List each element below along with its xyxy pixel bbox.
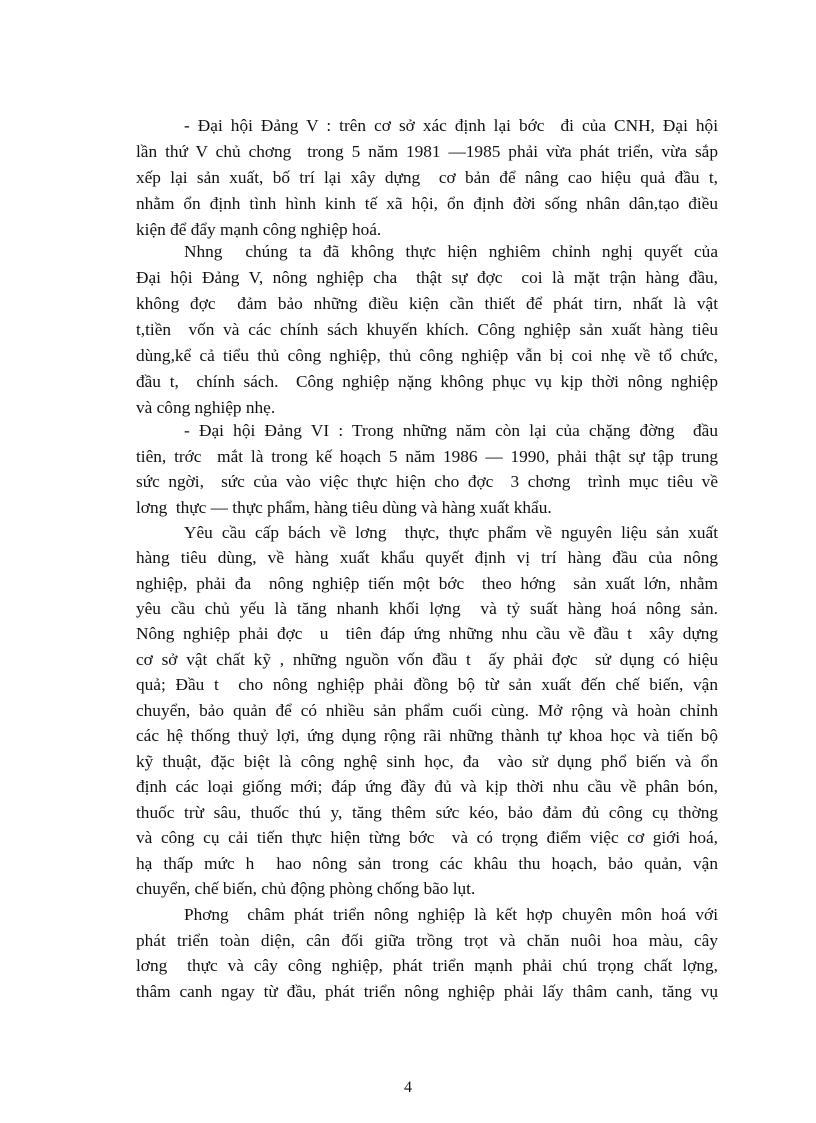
text-line: Phơng châm phát triển nông nghiệp là kết hợp chuyên môn hoá với xyxy=(184,905,718,924)
text-line: lần thứ V chủ chơng trong 5 năm 1981 —1985 phải vừa phát triển, vừa sắp xyxy=(136,142,718,161)
text-line: quả; Đầu t cho nông nghiệp phải đồng bộ từ sản xuất đến chế biến, vận xyxy=(136,675,718,694)
text-line: dùng,kể cả tiểu thủ công nghiệp, thủ công nghiệp vẫn bị coi nhẹ về tổ chức, xyxy=(136,346,718,365)
text-line: Nông nghiệp phải đợc u tiên đáp ứng những nhu cầu về đầu t xây dựng xyxy=(136,624,718,643)
text-line: xếp lại sản xuất, bố trí lại xây dựng cơ bản để nâng cao hiệu quả đầu t, xyxy=(136,168,718,187)
text-line: kiện để đẩy mạnh công nghiệp hoá. xyxy=(136,220,382,239)
text-line: lơng thực và cây công nghiệp, phát triển mạnh phải chú trọng chất lợng, xyxy=(136,956,718,975)
text-line: định các loại giống mới; đáp ứng đầy đủ và kịp thời nhu cầu về phân bón, xyxy=(136,777,718,796)
text-line: sức ngời, sức của vào việc thực hiện cho đợc 3 chơng trình mục tiêu về xyxy=(136,472,718,491)
text-line: phát triển toàn diện, cân đối giữa trồng trọt và chăn nuôi hoa màu, cây xyxy=(136,931,718,950)
text-line: các hệ thống thuỷ lợi, ứng dụng rộng rãi những thành tự khoa học và tiến bộ xyxy=(136,726,718,745)
text-line: nghiệp, phải đa nông nghiệp tiến một bớc theo hớng sản xuất lớn, nhằm xyxy=(136,574,718,593)
text-line: chuyển, chế biến, chủ động phòng chống bão lụt. xyxy=(136,879,476,898)
text-line: tiên, trớc mắt là trong kế hoạch 5 năm 1986 — 1990, phải thật sự tập trung xyxy=(136,447,718,466)
text-line: lơng thực — thực phẩm, hàng tiêu dùng và hàng xuất khẩu. xyxy=(136,498,552,517)
text-line: thuốc trừ sâu, thuốc thú y, tăng thêm sức kéo, bảo đảm đủ công cụ thờng xyxy=(136,803,718,822)
text-line: chuyển, bảo quản để có nhiều sản phẩm cuối cùng. Mở rộng và hoàn chỉnh xyxy=(136,701,718,720)
text-line: cơ sở vật chất kỹ , những nguồn vốn đầu t ấy phải đợc sử dụng có hiệu xyxy=(136,650,718,669)
text-line: và công nghiệp nhẹ. xyxy=(136,398,276,417)
text-line: yêu cầu chủ yếu là tăng nhanh khối lợng và tỷ suất hàng hoá nông sản. xyxy=(136,599,718,618)
text-line: - Đại hội Đảng VI : Trong những năm còn lại của chặng đờng đầu xyxy=(184,421,718,440)
page-number: 4 xyxy=(404,1079,412,1096)
text-line: kỹ thuật, đặc biệt là công nghệ sinh học, đa vào sử dụng phổ biến và ổn xyxy=(136,752,718,771)
text-line: - Đại hội Đảng V : trên cơ sở xác định lại bớc đi của CNH, Đại hội xyxy=(184,116,718,135)
text-line: đầu t, chính sách. Công nghiệp nặng không phục vụ kịp thời nông nghiệp xyxy=(136,372,718,391)
text-line: Nhng chúng ta đã không thực hiện nghiêm chỉnh nghị quyết của xyxy=(184,242,718,261)
text-line: không đợc đảm bảo những điều kiện cần thiết để phát tirn, nhất là vật xyxy=(136,294,718,313)
text-line: Đại hội Đảng V, nông nghiệp cha thật sự đợc coi là mặt trận hàng đầu, xyxy=(136,268,718,287)
text-line: hạ thấp mức h hao nông sản trong các khâu thu hoạch, bảo quản, vận xyxy=(136,854,718,873)
text-line: t,tiền vốn và các chính sách khuyến khích. Công nghiệp sản xuất hàng tiêu xyxy=(136,320,718,339)
text-line: và công cụ cải tiến thực hiện từng bớc và có trọng điểm việc cơ giới hoá, xyxy=(136,828,718,847)
text-line: hàng tiêu dùng, về hàng xuất khẩu quyết định vị trí hàng đầu của nông xyxy=(136,548,718,567)
text-line: thâm canh ngay từ đầu, phát triển nông nghiệp phải lấy thâm canh, tăng vụ xyxy=(136,982,718,1001)
text-line: nhằm ổn định tình hình kinh tế xã hội, ổn định đời sống nhân dân,tạo điều xyxy=(136,194,718,213)
text-line: Yêu cầu cấp bách về lơng thực, thực phẩm về nguyên liệu sản xuất xyxy=(184,523,718,542)
